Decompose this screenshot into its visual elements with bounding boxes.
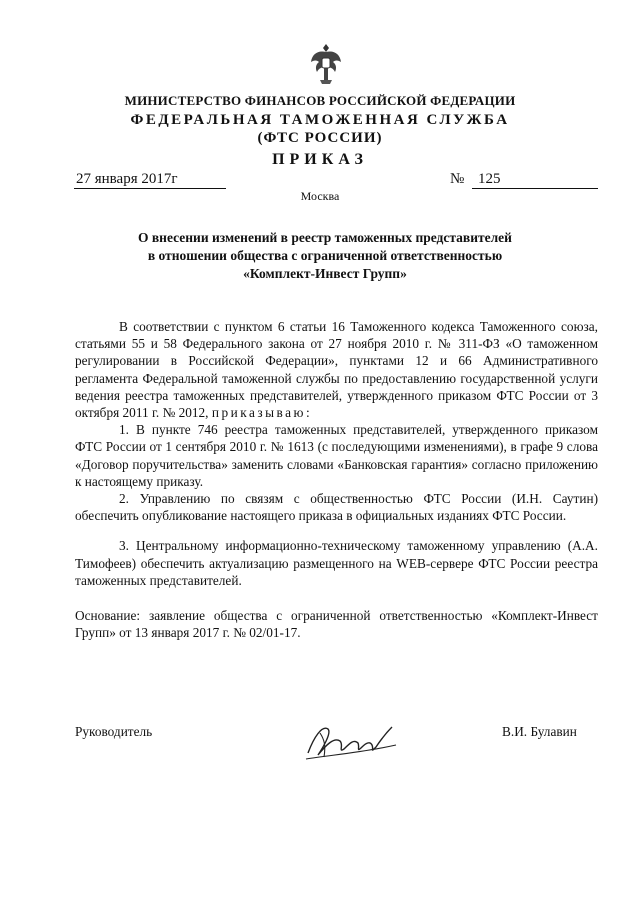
order-body: [75, 318, 598, 641]
order-number: 125: [478, 171, 501, 187]
ministry-heading: МИНИСТЕРСТВО ФИНАНСОВ РОССИЙСКОЙ ФЕДЕРАЦИИ: [124, 93, 516, 108]
handwritten-signature: [300, 715, 410, 765]
order-number-sign: №: [450, 171, 465, 187]
basis-paragraph: Основание: заявление общества с ограниченной ответственностью «Комплект-Инвест Групп» от 13 января 2017 г. № 02/01-17.: [75, 608, 598, 641]
coat-of-arms-emblem: [308, 40, 344, 86]
signatory-name: В.И. Булавин: [502, 724, 577, 739]
order-number-field: [472, 170, 598, 189]
title-line-3: «Комплект-Инвест Групп»: [243, 266, 407, 281]
order-date: 27 января 2017г: [74, 170, 226, 189]
service-heading: ФЕДЕРАЛЬНАЯ ТАМОЖЕННАЯ СЛУЖБА: [130, 112, 510, 128]
preamble-paragraph: [75, 318, 598, 421]
city-label: Москва: [300, 189, 340, 203]
title-line-2: в отношении общества с ограниченной ответственностью: [147, 248, 503, 263]
order-word: приказываю:: [211, 405, 313, 421]
document-type-heading: ПРИКАЗ: [272, 151, 368, 168]
order-item-3: 3. Центральному информационно-техническому таможенному управлению (А.А. Тимофеев) обеспечить актуализацию размещенного на WEB-сервере ФТС России реестра таможенных представителей.: [75, 538, 598, 588]
order-item-2: 2. Управлению по связям с общественностью ФТС России (И.Н. Саутин) обеспечить опубликование настоящего приказа в официальных изданиях ФТС России.: [75, 491, 598, 524]
service-short-heading: (ФТС РОССИИ): [257, 130, 383, 146]
preamble-text: В соответствии с пунктом 6 статьи 16 Таможенного кодекса Таможенного союза, статьями 55 и 58 Федерального закона от 27 ноября 2010 г. № 311-ФЗ «О таможенном регулировании в Российской Федерации», пунктами 12 и 66 Административного регламента Федеральной таможенной службы по предоставлению государственной услуги ведения реестра таможенных представителей, утвержденного приказом ФТС России от 3 октября 2011 г. № 2012,: [75, 319, 598, 421]
title-line-1: О внесении изменений в реестр таможенных представителей: [138, 230, 512, 245]
order-item-1: 1. В пункте 746 реестра таможенных представителей, утвержденного приказом ФТС России от 1 сентября 2010 г. № 1613 (с последующими изменениями), в графе 9 слова «Договор поручительства» заменить словами «Банковская гарантия» согласно приложению к настоящему приказу.: [75, 422, 598, 489]
order-title: [80, 229, 570, 283]
signatory-role: Руководитель: [75, 724, 153, 739]
